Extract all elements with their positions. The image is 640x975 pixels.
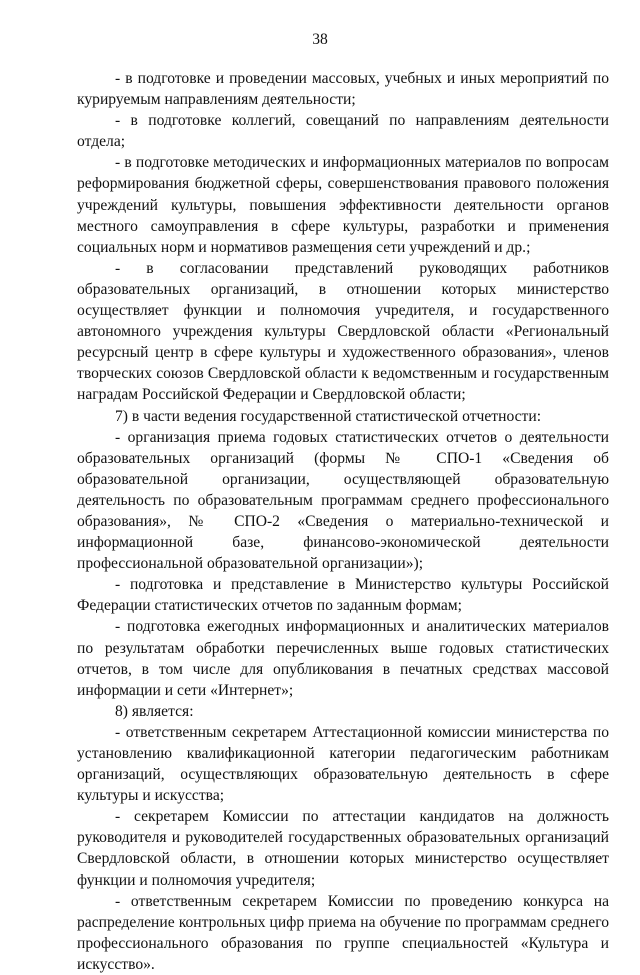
paragraph-reports-submission: - подготовка и представление в Министерство культуры Российской Федерации статистических отчетов по заданным формам; bbox=[77, 576, 609, 615]
paragraph-candidates-commission: - секретарем Комиссии по аттестации кандидатов на должность руководителя и руководителей государственных образовательных организаций Свердловской области, в отношении которых министерство осуществляет функции и полномочия учредителя; bbox=[77, 808, 609, 889]
paragraph-admission-commission: - ответственным секретарем Комиссии по проведению конкурса на распределение контрольных цифр приема на обучение по программам среднего профессионального образования по группе специальностей «Культура и искусство». bbox=[77, 892, 609, 973]
paragraph-attestation-secretary: - ответственным секретарем Аттестационной комиссии министерства по установлению квалификационной категории педагогическим работникам организаций, осуществляющих образовательную деятельность в сфере культуры и искусства; bbox=[77, 723, 609, 805]
paragraph-collegia: - в подготовке коллегий, совещаний по направлениям деятельности отдела; bbox=[77, 112, 609, 151]
paragraph-methodical-materials: - в подготовке методических и информационных материалов по вопросам реформирования бюджетной сферы, совершенствования правового положения учреждений культуры, повышения эффективности деятельности органов местного самоуправления в сфере культуры, разработки и применения социальных норм и нормативов размещения сети учреждений и др.; bbox=[77, 154, 609, 256]
paragraph-analytical-materials: - подготовка ежегодных информационных и аналитических материалов по результатам обработки перечисленных выше годовых статистических отчетов, в том числе для опубликования в печатных средствах массовой информации и сети «Интернет»; bbox=[77, 618, 609, 699]
paragraph-events: - в подготовке и проведении массовых, учебных и иных мероприятий по курируемым направлениям деятельности; bbox=[77, 70, 609, 109]
paragraph-section-8-heading: 8) является: bbox=[115, 702, 194, 720]
document-body bbox=[77, 68, 609, 975]
page-number: 38 bbox=[312, 31, 328, 48]
paragraph-section-7-heading: 7) в части ведения государственной статистической отчетности: bbox=[115, 407, 542, 425]
paragraph-awards-approval: - в согласовании представлений руководящих работников образовательных организаций, в отношении которых министерство осуществляет функции и полномочия учредителя, и государственного автономного учреждения культуры Свердловской области «Региональный ресурсный центр в сфере культуры и художественного образования», членов творческих союзов Свердловской области к ведомственным и государственным наградам Российской Федерации и Свердловской области; bbox=[77, 259, 609, 404]
paragraph-statistical-reports-intake: - организация приема годовых статистических отчетов о деятельности образовательных организаций (формы № СПО-1 «Сведения об образовательной организации, осуществляющей образовательную деятельность по образовательным программам среднего профессионального образования», № СПО-2 «Сведения о материально-технической и информационной базе, финансово-экономической деятельности профессиональной образовательной организации»); bbox=[77, 428, 609, 573]
